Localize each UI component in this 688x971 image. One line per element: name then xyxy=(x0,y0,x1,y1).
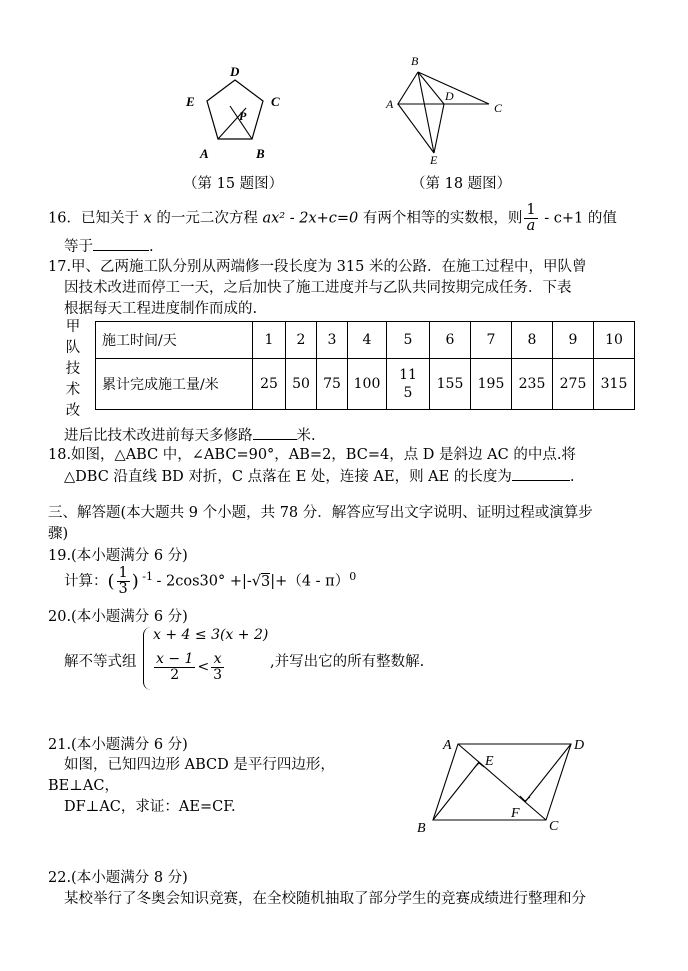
q17-vertical-char: 队 xyxy=(65,340,81,356)
figure-18-caption: （第 18 题图） xyxy=(411,176,512,192)
table-cell: 4 xyxy=(348,322,387,359)
table-cell: 235 xyxy=(512,359,553,410)
q16-answer-blank[interactable] xyxy=(93,250,149,251)
q19-frac-den: 3 xyxy=(118,581,128,598)
q20-frac-left-den: 2 xyxy=(170,666,180,683)
sqrt-icon: √ xyxy=(251,573,262,590)
fig18-label-D: D xyxy=(445,89,454,103)
table-header-days: 施工时间/天 xyxy=(96,322,253,359)
q19-exponent: -1 xyxy=(138,569,157,583)
fig18-label-A: A xyxy=(386,97,394,111)
q17-line2: 因技术改进而停工一天，之后加快了施工进度并与乙队共同按期完成任务．下表 xyxy=(64,280,572,296)
q17-after-line xyxy=(64,424,316,445)
q20-frac-right-den: 3 xyxy=(213,666,223,683)
q21-line2: BE⊥AC， xyxy=(48,778,119,794)
fig15-label-B: B xyxy=(256,146,265,161)
q19-prefix: 计算： xyxy=(64,573,108,590)
table-cell: 75 xyxy=(317,359,348,410)
fig15-label-P: P xyxy=(239,109,247,123)
q20-inequality-2 xyxy=(152,652,226,682)
q17-vertical-char: 改 xyxy=(65,403,81,419)
table-cell: 3 xyxy=(317,322,348,359)
q19-heading: 19.(本小题满分 6 分) xyxy=(48,548,188,564)
q16-frac-num: 1 xyxy=(526,202,536,218)
table-cell: 155 xyxy=(430,359,471,410)
fig15-label-A: A xyxy=(200,146,209,161)
q19-expression: 计算：( $\frac{1}{3}$ ) $^{-1}$ - 2cos30° +|-√3|+（4 - π）$^0$ xyxy=(64,565,357,598)
q21-heading: 21.(本小题满分 6 分) xyxy=(48,737,188,753)
q20-brace xyxy=(143,627,152,690)
table-cell: 2 xyxy=(286,322,317,359)
table-row xyxy=(96,359,635,410)
section3-heading-line2: 骤) xyxy=(48,526,69,542)
figure-15-pentagon xyxy=(180,60,290,165)
fig18-label-E: E xyxy=(430,153,438,165)
q19-sqrt-value: 3 xyxy=(261,573,271,590)
table-cell: 9 xyxy=(553,322,594,359)
fig21-label-D: D xyxy=(574,738,585,753)
table-row xyxy=(96,322,635,359)
q16-fraction xyxy=(524,203,537,234)
q20-prefix: 解不等式组 xyxy=(64,654,137,670)
table-cell: 195 xyxy=(471,359,512,410)
fig18-label-B: B xyxy=(411,54,419,68)
figure-21-parallelogram xyxy=(408,732,598,840)
table-cell: 275 xyxy=(553,359,594,410)
q16-frac-den: a xyxy=(526,218,536,235)
q17-answer-blank[interactable] xyxy=(253,439,297,440)
q20-inequality-1: x + 4 ≤ 3(x + 2) xyxy=(153,627,269,643)
q16-equation: ax² - 2x+c=0 xyxy=(262,210,359,227)
q19-fraction xyxy=(117,566,130,597)
q16-text-a: 16．已知关于 xyxy=(48,210,144,227)
q17-vertical-char: 技 xyxy=(65,361,81,377)
q19-exponent-zero: 0 xyxy=(349,569,357,583)
q18-period: . xyxy=(569,469,575,485)
q16-line1 xyxy=(48,203,617,234)
q20-frac-left xyxy=(154,652,195,682)
q20-frac-right-num: x xyxy=(211,652,224,668)
q16-line2: 等于 . xyxy=(64,239,154,255)
fig15-label-E: E xyxy=(186,94,195,109)
q21-line3: DF⊥AC，求证：AE=CF. xyxy=(64,799,236,815)
q18-line1: 18.如图，△ABC 中，∠ABC=90°，AB=2，BC=4，点 D 是斜边 AC 的中点.将 xyxy=(48,447,576,463)
q17-vertical-text xyxy=(64,317,82,422)
fig21-label-C: C xyxy=(549,819,559,834)
q21-line1: 如图，已知四边形 ABCD 是平行四边形， xyxy=(64,757,335,773)
q20-suffix: ,并写出它的所有整数解. xyxy=(270,654,425,670)
fig21-label-A: A xyxy=(443,738,452,753)
q20-frac-right xyxy=(211,652,224,682)
fig18-label-C: C xyxy=(494,101,503,115)
q16-text-d: - c+1 的值 xyxy=(539,210,617,227)
table-cell: 50 xyxy=(286,359,317,410)
q16-text-b: 的一元二次方程 xyxy=(151,210,263,227)
q18-line2 xyxy=(64,465,574,486)
q20-frac-left-num: x − 1 xyxy=(156,651,194,667)
figure-15-caption: （第 15 题图） xyxy=(183,176,284,192)
q20-heading: 20.(本小题满分 6 分) xyxy=(48,609,188,625)
table-cell: 25 xyxy=(253,359,286,410)
q22-heading: 22.(本小题满分 8 分) xyxy=(48,870,188,886)
fig21-label-F: F xyxy=(511,806,520,821)
q16-text-c: 有两个相等的实数根，则 xyxy=(358,210,523,227)
q22-line1: 某校举行了冬奥会知识竞赛，在全校随机抽取了部分学生的竞赛成绩进行整理和分 xyxy=(64,891,586,907)
q19-frac-num: 1 xyxy=(118,565,128,581)
table-cell: 7 xyxy=(471,322,512,359)
table-cell: 8 xyxy=(512,322,553,359)
q18-answer-blank[interactable] xyxy=(512,480,570,481)
fig21-label-E: E xyxy=(485,754,494,769)
q19-tail: |+（4 - π） xyxy=(270,573,350,590)
q17-unit: 米. xyxy=(296,428,316,444)
q16-var-x: x xyxy=(143,210,152,227)
q17-line1: 17.甲、乙两施工队分别从两端修一段长度为 315 米的公路．在施工过程中，甲队曾 xyxy=(48,259,587,275)
q16-answer-prefix: 等于 xyxy=(64,239,93,255)
table-cell: 6 xyxy=(430,322,471,359)
q20-less-than: < xyxy=(197,659,210,676)
q17-vertical-char: 术 xyxy=(65,382,81,398)
fig15-label-D: D xyxy=(230,64,240,79)
table-cell: 5 xyxy=(387,322,430,359)
q18-text: △DBC 沿直线 BD 对折，C 点落在 E 处，连接 AE，则 AE 的长度为 xyxy=(64,469,512,485)
fig21-label-B: B xyxy=(417,821,426,836)
fig15-label-C: C xyxy=(271,94,280,109)
q17-progress-table xyxy=(95,321,635,410)
figure-18-diagram xyxy=(380,50,510,165)
q17-line3: 根据每天工程进度制作而成的. xyxy=(64,301,258,317)
table-cell: 115 xyxy=(387,359,430,410)
q17-vertical-char: 甲 xyxy=(65,319,81,335)
section3-heading-line1: 三、解答题(本大题共 9 个小题，共 78 分．解答应写出文字说明、证明过程或演算步 xyxy=(48,505,593,521)
table-cell: 315 xyxy=(594,359,635,410)
table-header-amount: 累计完成施工量/米 xyxy=(96,359,253,410)
table-cell: 1 xyxy=(253,322,286,359)
q19-middle: - 2cos30° +|- xyxy=(156,573,252,590)
table-cell: 10 xyxy=(594,322,635,359)
q17-after-text: 进后比技术改进前每天多修路 xyxy=(64,428,253,444)
table-cell: 100 xyxy=(348,359,387,410)
